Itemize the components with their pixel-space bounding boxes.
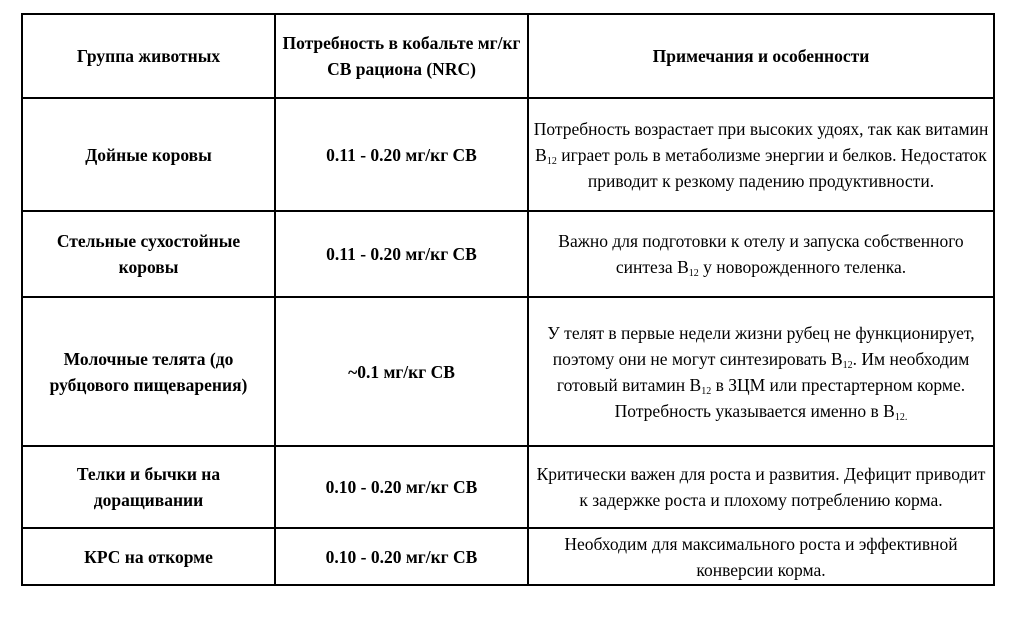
- note-cell: Критически важен для роста и развития. Дефицит приводит к задержке роста и плохому потреблению корма.: [528, 446, 994, 528]
- table-row: [22, 528, 994, 585]
- requirement-cell: 0.11 - 0.20 мг/кг СВ: [275, 98, 528, 211]
- requirement-cell: 0.10 - 0.20 мг/кг СВ: [275, 528, 528, 585]
- subscript: 12: [688, 268, 699, 279]
- note-cell: Важно для подготовки к отелу и запуска собственного синтеза $B_{12}$ у новорожденного теленка.: [528, 211, 994, 297]
- group-cell: Телки и бычки на доращивании: [22, 446, 275, 528]
- header-group: Группа животных: [22, 14, 275, 98]
- note-cell: Потребность возрастает при высоких удоях, так как витамин $B_{12}$ играет роль в метаболизме энергии и белков. Недостаток приводит к резкому падению продуктивности.: [528, 98, 994, 211]
- subscript: 12.: [894, 411, 908, 423]
- subscript: 12: [546, 155, 557, 167]
- subscript: 12: [842, 359, 853, 371]
- table-row: [22, 446, 994, 528]
- group-cell: Дойные коровы: [22, 98, 275, 211]
- table-row: [22, 297, 994, 446]
- group-cell: КРС на откорме: [22, 528, 275, 585]
- requirement-cell: ~0.1 мг/кг СВ: [275, 297, 528, 446]
- group-cell: Стельные сухостойные коровы: [22, 211, 275, 297]
- note-cell: Необходим для максимального роста и эффективной конверсии корма.: [528, 528, 994, 585]
- header-notes: Примечания и особенности: [528, 14, 994, 98]
- header-requirement: Потребность в кобальте мг/кг СВ рациона (NRC): [275, 14, 528, 98]
- header-row: [22, 14, 994, 98]
- requirement-cell: 0.11 - 0.20 мг/кг СВ: [275, 211, 528, 297]
- cobalt-requirements-table: [21, 13, 995, 586]
- table-row: [22, 211, 994, 297]
- note-cell: У телят в первые недели жизни рубец не функционирует, поэтому они не могут синтезировать $B_{12}$. Им необходим готовый витамин $B_{12}$ в ЗЦМ или престартерном корме. Потребность указывается именно в $B_{12.}$: [528, 297, 994, 446]
- group-cell: Молочные телята (до рубцового пищеварения): [22, 297, 275, 446]
- subscript: 12: [701, 385, 712, 397]
- table-row: [22, 98, 994, 211]
- requirement-cell: 0.10 - 0.20 мг/кг СВ: [275, 446, 528, 528]
